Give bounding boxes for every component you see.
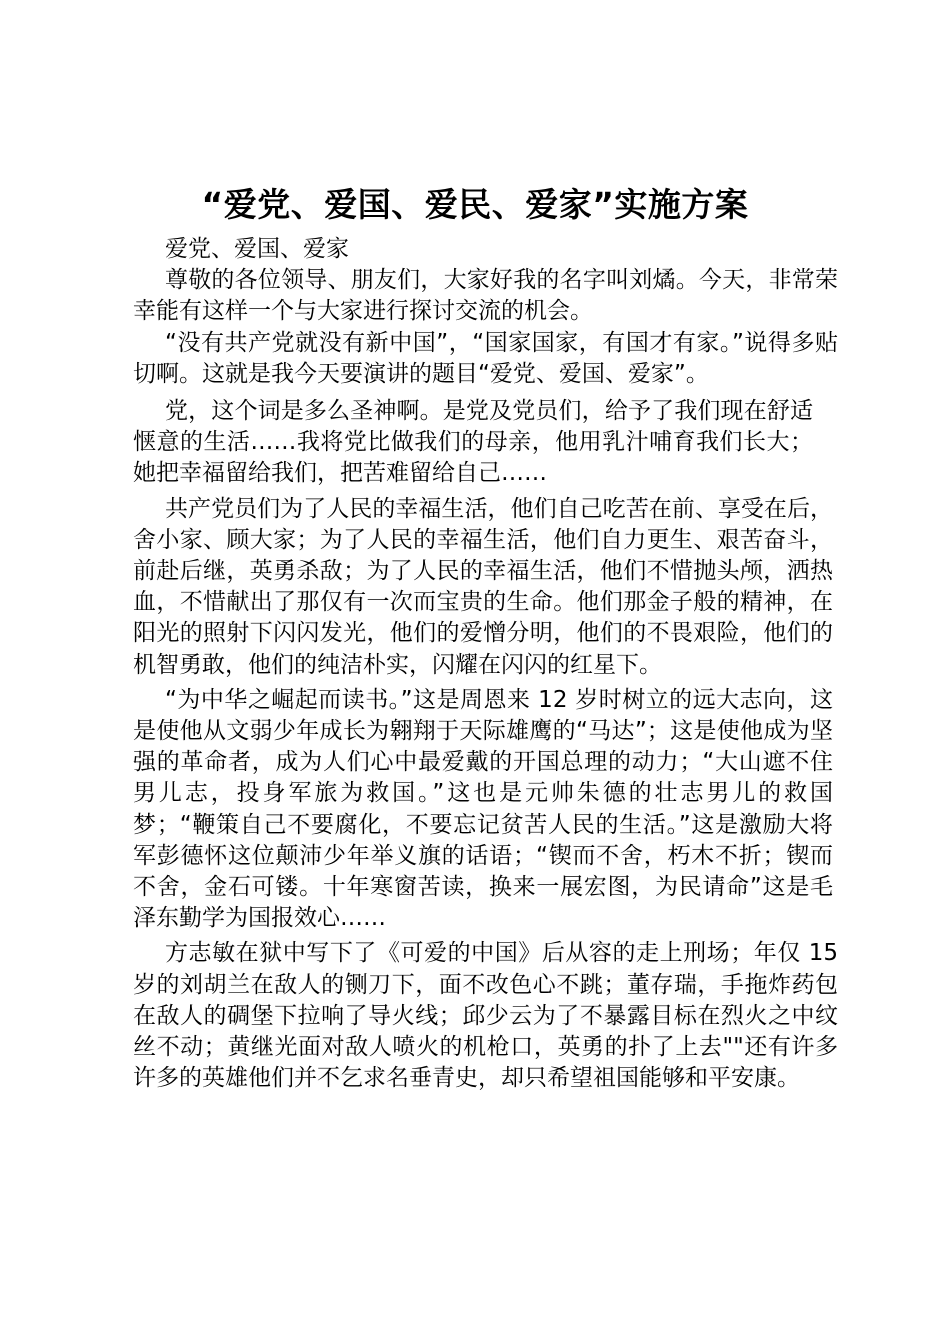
paragraph-leaders: “为中华之崛起而读书。”这是周恩来 12 岁时树立的远大志向，这是使他从文弱少年成长为翱翔于天际雄鹰的“马达”；这是使他成为坚强的革命者，成为人们心中最爱戴的开国总理的动力；“大山遮不住男儿志，投身军旅为救国。”这也是元帅朱德的壮志男儿的救国梦；“鞭策自己不要腐化，不要忘记贫苦人民的生活。”这是激励大将军彭德怀这位颠沛少年举义旗的话语；“锲而不舍，朽木不折；锲而不舍，金石可镂。十年寒窗苦读，换来一展宏图，为民请命”这是毛泽东勤学为国报效心…… bbox=[133, 686, 833, 932]
paragraph-topic: “没有共产党就没有新中国”，“国家国家，有国才有家。”说得多贴切啊。这就是我今天要演讲的题目“爱党、爱国、爱家”。 bbox=[133, 329, 838, 387]
paragraph-party-members: 共产党员们为了人民的幸福生活，他们自己吃苦在前、享受在后，舍小家、顾大家；为了人民的幸福生活，他们自力更生、艰苦奋斗，前赴后继，英勇杀敌；为了人民的幸福生活，他们不惜抛头颅，洒热血，不惜献出了那仅有一次而宝贵的生命。他们那金子般的精神，在阳光的照射下闪闪发光，他们的爱憎分明，他们的不畏艰险，他们的机智勇敢，他们的纯洁朴实，闪耀在闪闪的红星下。 bbox=[133, 495, 833, 678]
paragraph-heroes: 方志敏在狱中写下了《可爱的中国》后从容的走上刑场；年仅 15 岁的刘胡兰在敌人的铡刀下，面不改色心不跳；董存瑞，手拖炸药包在敌人的碉堡下拉响了导火线；邱少云为了不暴露目标在烈火之中纹丝不动；黄继光面对敌人喷火的机枪口，英勇的扑了上去""还有许多许多的英雄他们并不乞求名垂青史，却只希望祖国能够和平安康。 bbox=[133, 940, 838, 1092]
document-body bbox=[133, 234, 838, 1094]
paragraph-party: 党，这个词是多么圣神啊。是党及党员们，给予了我们现在舒适惬意的生活……我将党比做我们的母亲，他用乳汁哺育我们长大；她把幸福留给我们，把苦难留给自己…… bbox=[133, 398, 813, 487]
paragraph-greeting: 尊敬的各位领导、朋友们，大家好我的名字叫刘燏。今天，非常荣幸能有这样一个与大家进行探讨交流的机会。 bbox=[133, 267, 838, 325]
document-title: “爱党、爱国、爱民、爱家”实施方案 bbox=[201, 185, 749, 224]
paragraph-subtitle: 爱党、爱国、爱家 bbox=[165, 236, 349, 262]
